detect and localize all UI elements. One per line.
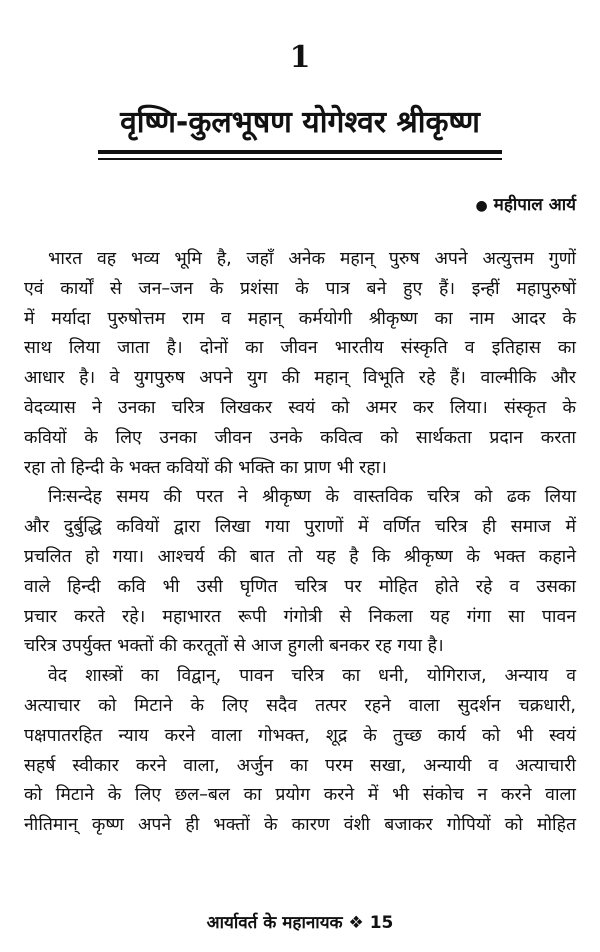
text-line: एवं कार्यों से जन–जन के प्रशंसा के पात्र बने हुए हैं। इन्हीं महापुरुषों — [24, 278, 576, 299]
text-line: वाले हिन्दी कवि भी उसी घृणित चरित्र पर मोहित होते रहे व उसका — [24, 576, 576, 597]
text-line: रहा तो हिन्दी के भक्त कवियों की भक्ति का प्राण भी रहा। — [24, 457, 387, 478]
text-line: वेद शास्त्रों का विद्वान्, पावन चरित्र का धनी, योगिराज, अन्याय व — [48, 666, 576, 687]
footer-separator-icon: ❖ — [348, 913, 364, 933]
text-line: और दुर्बुद्धि कवियों द्वारा लिखा गया पुराणों में वर्णित चरित्र ही समाज में — [24, 517, 576, 538]
text-line: साथ लिया जाता है। दोनों का जीवन भारतीय संस्कृति व इतिहास का — [24, 338, 576, 359]
chapter-number: 1 — [289, 40, 311, 75]
text-line: सहर्ष स्वीकार करने वाला, अर्जुन का परम सखा, अन्यायी व अत्याचारी — [24, 755, 576, 776]
body-text — [24, 245, 576, 841]
title-underline-thick — [98, 150, 502, 154]
text-line: नीतिमान् कृष्ण अपने ही भक्तों के कारण वंशी बजाकर गोपियों को मोहित — [24, 815, 576, 836]
text-line: आधार है। वे युगपुरुष अपने युग की महान् विभूति रहे हैं। वाल्मीकि और — [24, 368, 576, 389]
text-line: चरित्र उपर्युक्त भक्तों की करतूतों से आज हुगली बनकर रह गया है। — [24, 636, 444, 657]
chapter-title: वृष्णि-कुलभूषण योगेश्वर श्रीकृष्ण — [120, 105, 480, 140]
text-line: में मर्यादा पुरुषोत्तम राम व महान् कर्मयोगी श्रीकृष्ण का नाम आदर के — [24, 308, 576, 329]
text-line: पक्षपातरहित न्याय करने वाला गोभक्त, शूद्र के तुच्छ कार्य को भी स्वयं — [24, 725, 576, 746]
text-line: को मिटाने के लिए छल–बल का प्रयोग करने में भी संकोच न करने वाला — [24, 785, 576, 806]
author-line — [475, 192, 576, 215]
text-line: कवियों के लिए उनका जीवन उनके कवित्व को सार्थकता प्रदान करता — [24, 427, 576, 448]
title-underline-thin — [98, 158, 502, 160]
author-name: महीपाल आर्य — [493, 195, 576, 215]
text-line: प्रचलित हो गया। आश्चर्य की बात तो यह है कि श्रीकृष्ण के भक्त कहाने — [24, 546, 576, 567]
page-footer — [0, 910, 600, 933]
text-line: वेदव्यास ने उनका चरित्र लिखकर स्वयं को अमर कर लिया। संस्कृत के — [24, 397, 576, 418]
text-line: भारत वह भव्य भूमि है, जहाँ अनेक महान् पुरुष अपने अत्युत्तम गुणों — [48, 249, 576, 269]
paragraph — [24, 483, 576, 662]
bullet-icon: ● — [475, 198, 488, 214]
text-line: निःसन्देह समय की परत ने श्रीकृष्ण के वास्तविक चरित्र को ढक लिया — [48, 487, 576, 508]
paragraph — [24, 662, 576, 841]
text-line: प्रचार करते रहे। महाभारत रूपी गंगोत्री से निकला यह गंगा सा पावन — [24, 606, 576, 627]
paragraph — [24, 245, 576, 483]
text-line: अत्याचार को मिटाने के लिए सदैव तत्पर रहने वाला सुदर्शन चक्रधारी, — [24, 695, 576, 716]
footer-book-title: आर्यावर्त के महानायक — [206, 913, 343, 933]
footer-page-number: 15 — [369, 913, 394, 933]
